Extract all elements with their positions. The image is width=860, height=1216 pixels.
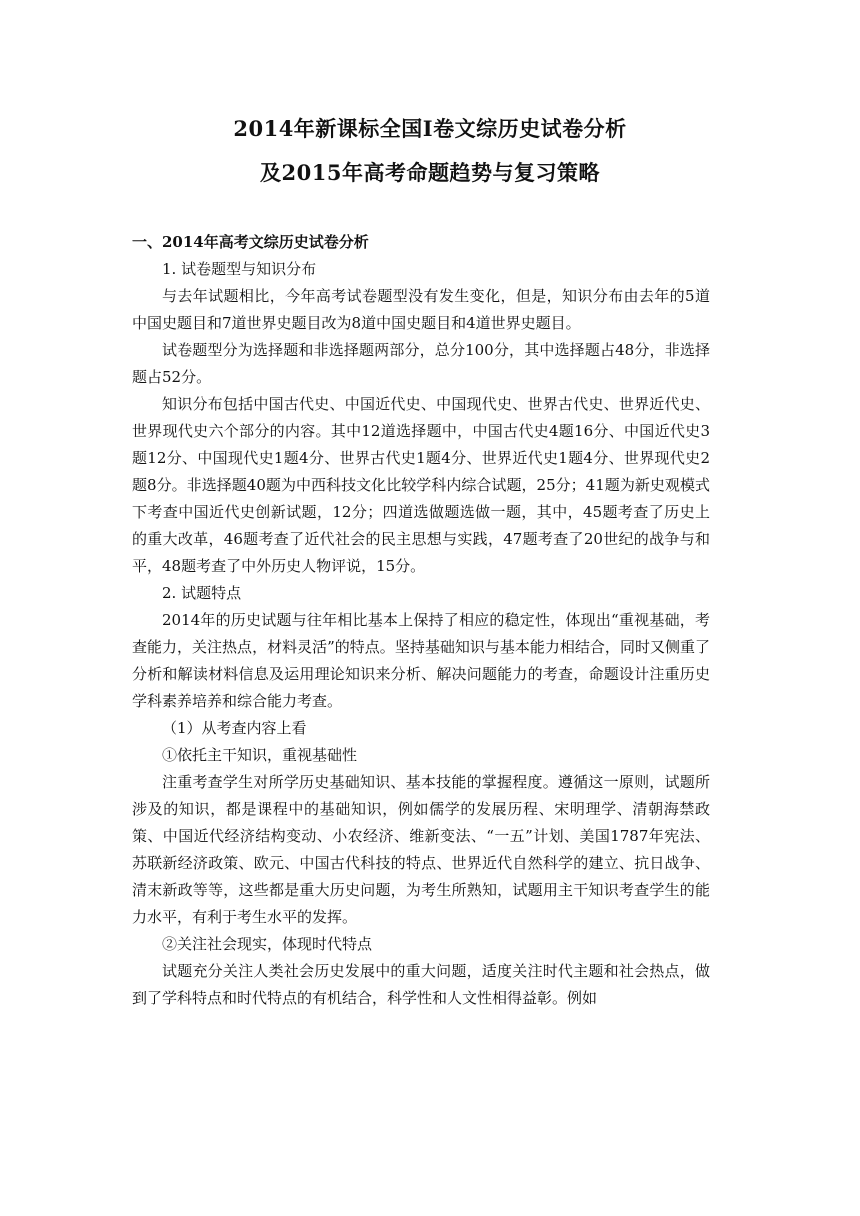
subheading-content: （1）从考查内容上看 — [162, 719, 307, 737]
subheading-point-2: ②关注社会现实，体现时代特点 — [162, 935, 373, 953]
subheading-question-types: 1. 试卷题型与知识分布 — [162, 260, 317, 278]
paragraph: 试题充分关注人类社会历史发展中的重大问题，适度关注时代主题和社会热点，做到了学科特点和时代特点的有机结合，科学性和人文性相得益彰。例如 — [132, 962, 710, 1007]
subheading-point-1: ①依托主干知识，重视基础性 — [162, 746, 358, 764]
paragraph: 知识分布包括中国古代史、中国近代史、中国现代史、世界古代史、世界近代史、世界现代史六个部分的内容。其中12道选择题中，中国古代史4题16分、中国近代史3题12分、中国现代史1题4分、世界古代史1题4分、世界近代史1题4分、世界现代史2题8分。非选择题40题为中西科技文化比较学科内综合试题，25分；41题为新史观模式下考查中国近代史创新试题，12分；四道选做题选做一题，其中，45题考查了历史上的重大改革，46题考查了近代社会的民主思想与实践，47题考查了20世纪的战争与和平，48题考查了中外历史人物评说，15分。 — [132, 395, 710, 575]
document-body — [132, 256, 710, 1012]
document-title-line-2: 及2015年高考命题趋势与复习策略 — [260, 160, 600, 185]
paragraph: 试卷题型分为选择题和非选择题两部分，总分100分，其中选择题占48分，非选择题占52分。 — [132, 341, 710, 386]
subheading-question-features: 2. 试题特点 — [162, 584, 242, 602]
section-heading: 一、2014年高考文综历史试卷分析 — [132, 233, 369, 251]
document-title-line-1: 2014年新课标全国Ⅰ卷文综历史试卷分析 — [233, 116, 627, 141]
paragraph: 注重考查学生对所学历史基础知识、基本技能的掌握程度。遵循这一原则，试题所涉及的知识，都是课程中的基础知识，例如儒学的发展历程、宋明理学、清朝海禁政策、中国近代经济结构变动、小农经济、维新变法、“一五”计划、美国1787年宪法、苏联新经济政策、欧元、中国古代科技的特点、世界近代自然科学的建立、抗日战争、清末新政等等，这些都是重大历史问题，为考生所熟知，试题用主干知识考查学生的能力水平，有利于考生水平的发挥。 — [132, 773, 710, 926]
paragraph: 与去年试题相比，今年高考试卷题型没有发生变化，但是，知识分布由去年的5道中国史题目和7道世界史题目改为8道中国史题目和4道世界史题目。 — [132, 287, 710, 332]
paragraph: 2014年的历史试题与往年相比基本上保持了相应的稳定性，体现出“重视基础，考查能力，关注热点，材料灵活”的特点。坚持基础知识与基本能力相结合，同时又侧重了分析和解读材料信息及运用理论知识来分析、解决问题能力的考查，命题设计注重历史学科素养培养和综合能力考查。 — [132, 611, 710, 710]
